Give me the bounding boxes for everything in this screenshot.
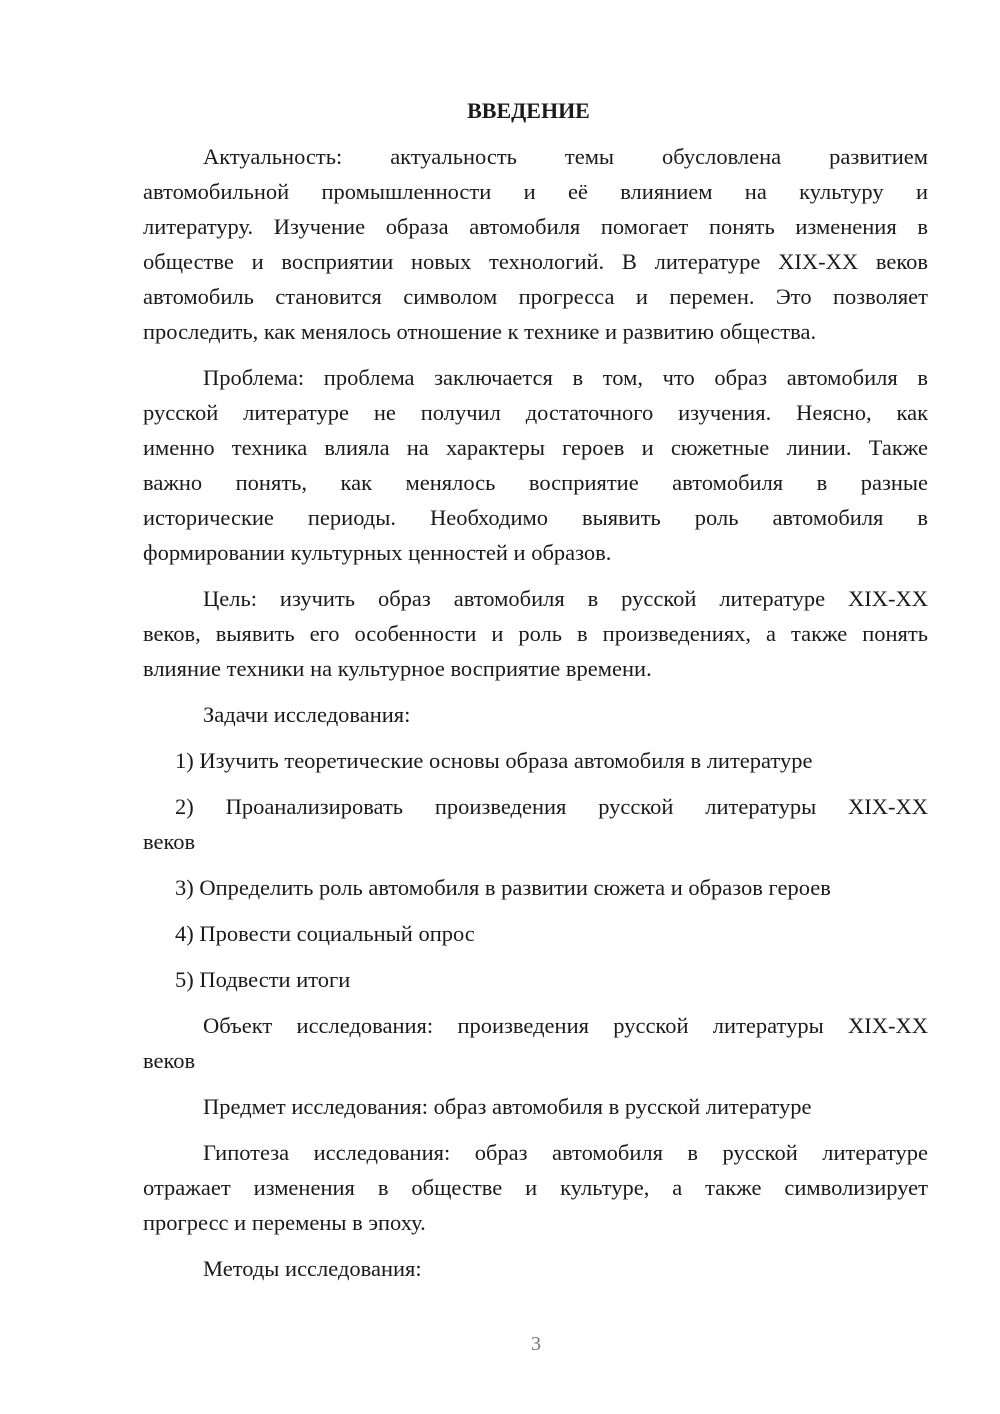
text-line: именно техника влияла на характеры героев и сюжетные линии. Также bbox=[143, 435, 928, 460]
text-line: автомобильной промышленности и её влиянием на культуру и bbox=[143, 179, 928, 204]
text-line: 4) Провести социальный опрос bbox=[175, 921, 475, 946]
document-body bbox=[143, 139, 928, 1286]
paragraph bbox=[143, 581, 928, 686]
paragraph bbox=[143, 1089, 928, 1124]
section-title: ВВЕДЕНИЕ bbox=[467, 98, 590, 123]
text-line: прогресс и перемены в эпоху. bbox=[143, 1210, 426, 1235]
text-line: отражает изменения в обществе и культуре, а также символизирует bbox=[143, 1175, 928, 1200]
paragraph bbox=[143, 360, 928, 570]
text-line: исторические периоды. Необходимо выявить роль автомобиля в bbox=[143, 505, 928, 530]
text-line: формировании культурных ценностей и образов. bbox=[143, 540, 612, 565]
text-line: Проблема: проблема заключается в том, что образ автомобиля в bbox=[203, 365, 928, 390]
text-line: Методы исследования: bbox=[203, 1256, 422, 1281]
text-line: русской литературе не получил достаточного изучения. Неясно, как bbox=[143, 400, 928, 425]
text-line: Гипотеза исследования: образ автомобиля в русской литературе bbox=[203, 1140, 928, 1165]
text-line: 3) Определить роль автомобиля в развитии сюжета и образов героев bbox=[175, 875, 831, 900]
text-line: Задачи исследования: bbox=[203, 702, 411, 727]
text-line: веков, выявить его особенности и роль в произведениях, а также понять bbox=[143, 621, 928, 646]
task-list-item bbox=[143, 789, 928, 859]
task-list-item bbox=[143, 743, 928, 778]
text-line: обществе и восприятии новых технологий. В литературе XIX-XX веков bbox=[143, 249, 928, 274]
paragraph bbox=[143, 1008, 928, 1078]
text-line: влияние техники на культурное восприятие времени. bbox=[143, 656, 652, 681]
text-line: Объект исследования: произведения русской литературы XIX-XX bbox=[203, 1013, 928, 1038]
text-line: Актуальность: актуальность темы обусловлена развитием bbox=[203, 144, 928, 169]
task-list-item bbox=[143, 870, 928, 905]
text-line: 1) Изучить теоретические основы образа автомобиля в литературе bbox=[175, 748, 813, 773]
text-line: автомобиль становится символом прогресса и перемен. Это позволяет bbox=[143, 284, 928, 309]
text-line: важно понять, как менялось восприятие автомобиля в разные bbox=[143, 470, 928, 495]
text-line: проследить, как менялось отношение к технике и развитию общества. bbox=[143, 319, 817, 344]
text-line: Цель: изучить образ автомобиля в русской литературе XIX-XX bbox=[203, 586, 928, 611]
text-line: веков bbox=[143, 829, 196, 854]
paragraph bbox=[143, 139, 928, 349]
paragraph bbox=[143, 697, 928, 732]
page-number: 3 bbox=[531, 1333, 541, 1355]
text-line: Предмет исследования: образ автомобиля в русской литературе bbox=[203, 1094, 812, 1119]
paragraph bbox=[143, 1135, 928, 1240]
text-line: веков bbox=[143, 1048, 196, 1073]
task-list-item bbox=[143, 962, 928, 997]
text-line: литературу. Изучение образа автомобиля помогает понять изменения в bbox=[143, 214, 928, 239]
text-line: 2) Проанализировать произведения русской литературы XIX-XX bbox=[175, 794, 928, 819]
text-line: 5) Подвести итоги bbox=[175, 967, 351, 992]
paragraph bbox=[143, 1251, 928, 1286]
task-list-item bbox=[143, 916, 928, 951]
document-page bbox=[143, 93, 928, 1286]
